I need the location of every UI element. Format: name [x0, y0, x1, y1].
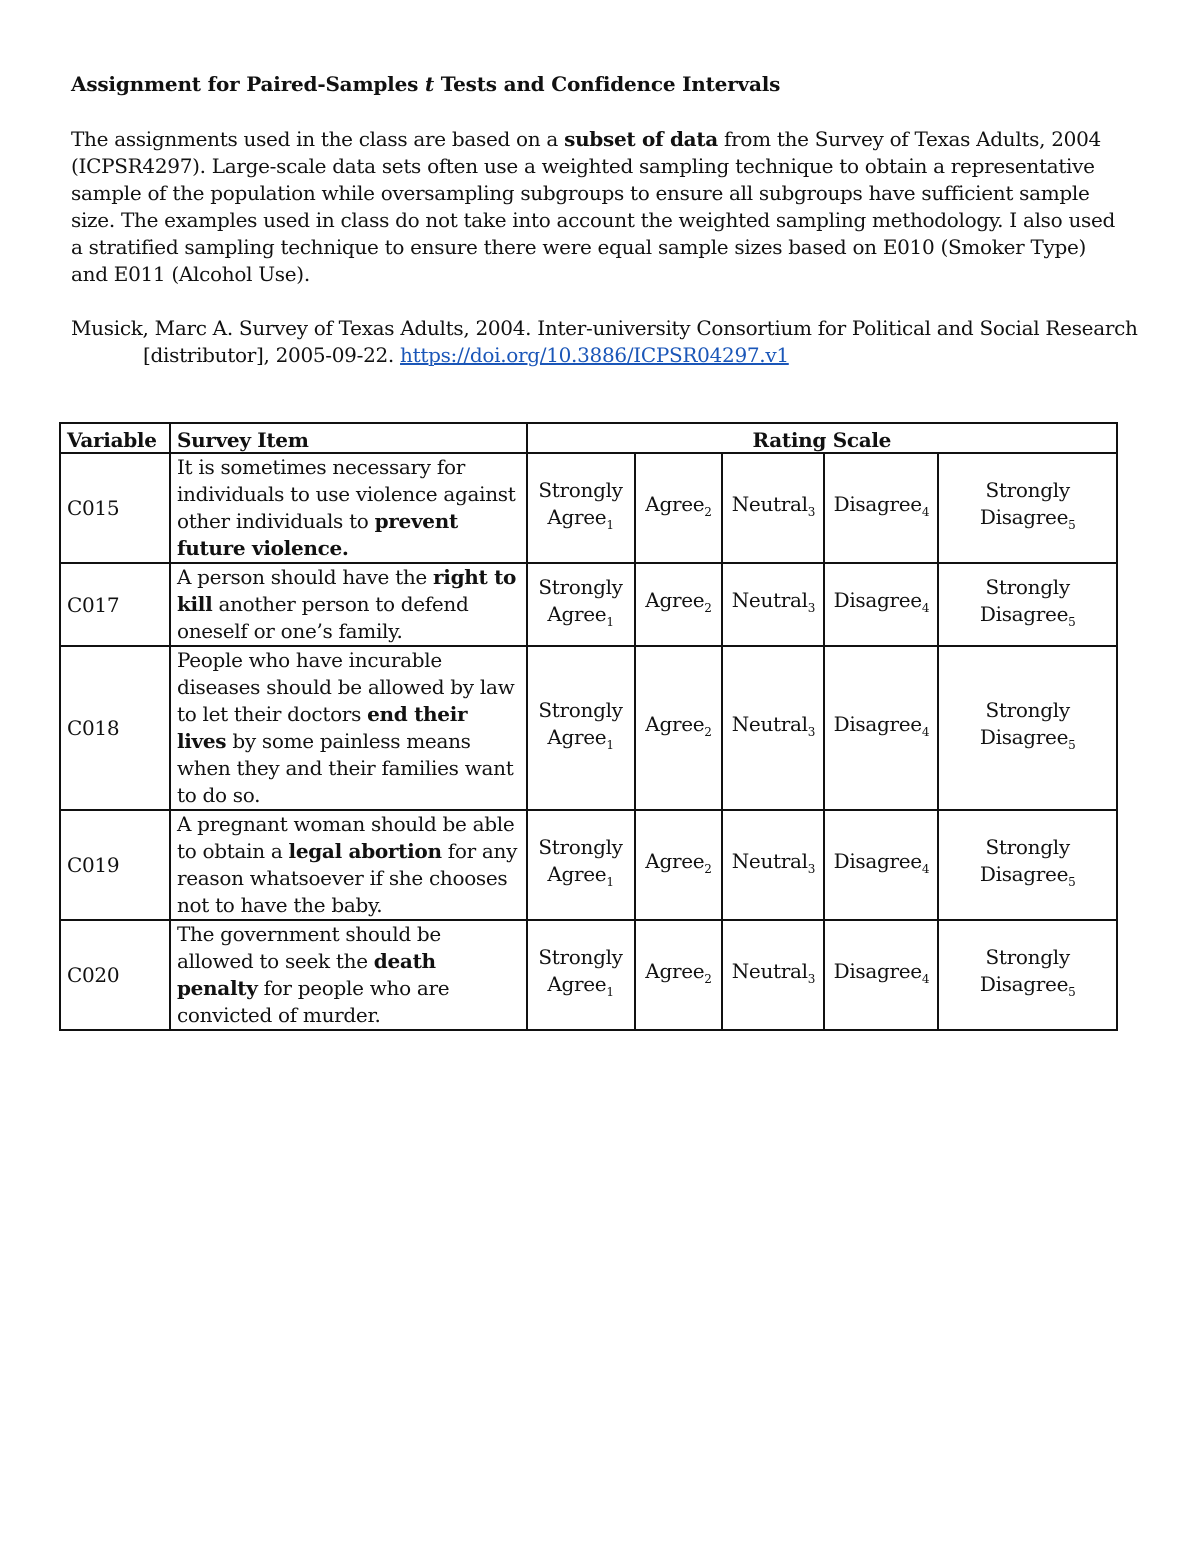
option-line1: Strongly: [538, 945, 623, 969]
option-line1: Strongly: [538, 574, 623, 599]
title-prefix: Assignment for Paired-Samples: [71, 72, 425, 96]
option-code: 1: [606, 985, 614, 999]
option-code: 5: [1068, 518, 1076, 532]
rating-option-cell: [635, 646, 723, 810]
table-row: [60, 646, 1117, 810]
survey-item-pre: The government should be allowed to seek the: [176, 922, 441, 973]
rating-option-cell: [722, 563, 824, 646]
option-code: 2: [704, 861, 712, 876]
option-code: 4: [921, 861, 930, 876]
option-label: [534, 601, 628, 636]
option-code: 3: [807, 601, 816, 615]
survey-item-bold: end their lives: [176, 702, 468, 753]
variable-cell: C015: [60, 453, 170, 563]
option-line2: Disagree: [979, 862, 1069, 886]
option-label: [729, 587, 817, 622]
variable-cell: C018: [60, 646, 170, 810]
survey-item-pre: A person should have the: [176, 565, 434, 589]
intro-paragraph: [71, 126, 1116, 288]
intro-bold: subset of data: [564, 127, 718, 151]
option-line2: Neutral: [731, 491, 808, 516]
option-label: [642, 958, 716, 993]
option-code: 5: [1068, 614, 1076, 629]
option-label: [831, 491, 931, 526]
option-label: [831, 848, 931, 883]
survey-item-pre: People who have incurable diseases should be allowed by law to let their doctors: [176, 648, 515, 726]
rating-option-cell: [824, 563, 938, 646]
option-line1: Strongly: [985, 698, 1070, 722]
survey-item-cell: [170, 920, 527, 1030]
variable-cell: C017: [60, 563, 170, 646]
rating-option-cell: [938, 453, 1117, 563]
option-line2: Disagree: [979, 505, 1069, 529]
rating-option-cell: [824, 646, 938, 810]
option-line2: Agree: [547, 725, 607, 749]
option-label: [642, 491, 716, 526]
rating-option-cell: [824, 920, 938, 1030]
table-row: [60, 453, 1117, 563]
table-row: [60, 920, 1117, 1030]
option-label: [945, 971, 1110, 1006]
title-suffix: Tests and Confidence Intervals: [433, 72, 781, 96]
rating-option-cell: [527, 920, 635, 1030]
option-line2: Neutral: [731, 958, 808, 983]
option-label: [945, 861, 1110, 896]
option-line2: Agree: [645, 491, 705, 516]
option-line2: Agree: [645, 588, 705, 612]
option-line2: Disagree: [979, 725, 1069, 749]
title-italic-t: t: [424, 72, 434, 96]
option-line2: Agree: [645, 711, 705, 736]
option-line2: Agree: [547, 601, 607, 626]
option-label: [945, 724, 1110, 759]
citation: [71, 315, 1188, 369]
table-row: [60, 563, 1117, 646]
doi-link[interactable]: https://doi.org/10.3886/ICPSR04297.v1: [400, 343, 789, 367]
header-survey-item: Survey Item: [170, 423, 527, 453]
option-code: 4: [921, 724, 930, 739]
option-code: 4: [921, 971, 930, 986]
rating-option-cell: [635, 920, 723, 1030]
option-code: 3: [807, 971, 816, 986]
rating-option-cell: [635, 810, 723, 920]
option-code: 2: [704, 971, 712, 986]
table-header-row: [60, 423, 1117, 453]
survey-item-bold: right to kill: [176, 565, 517, 616]
option-line2: Disagree: [979, 601, 1069, 626]
rating-option-cell: [938, 646, 1117, 810]
option-label: [945, 601, 1110, 636]
option-code: 3: [807, 861, 816, 876]
rating-option-cell: [824, 453, 938, 563]
rating-option-cell: [938, 810, 1117, 920]
citation-text: Musick, Marc A. Survey of Texas Adults, 2004. Inter-university Consortium for Political and Social Research [distributor], 2005-09-22.: [71, 316, 1138, 367]
survey-item-cell: [170, 563, 527, 646]
option-line2: Agree: [547, 505, 607, 529]
option-line2: Disagree: [833, 491, 922, 516]
option-line2: Disagree: [833, 848, 922, 873]
option-code: 5: [1068, 738, 1076, 752]
survey-item-cell: [170, 810, 527, 920]
variable-cell: C020: [60, 920, 170, 1030]
rating-option-cell: [722, 453, 824, 563]
rating-option-cell: [527, 646, 635, 810]
option-code: 2: [704, 601, 712, 615]
survey-item-post: by some painless means when they and their families want to do so.: [176, 729, 514, 807]
rating-option-cell: [635, 563, 723, 646]
option-line1: Strongly: [985, 478, 1070, 502]
option-line1: Strongly: [985, 945, 1070, 969]
option-line2: Neutral: [731, 848, 808, 873]
header-rating-scale: Rating Scale: [527, 423, 1117, 453]
option-line2: Agree: [547, 862, 607, 886]
table-body: [60, 453, 1117, 1030]
rating-option-cell: [938, 563, 1117, 646]
rating-option-cell: [527, 563, 635, 646]
option-label: [642, 711, 716, 746]
option-line2: Agree: [547, 972, 607, 996]
rating-option-cell: [824, 810, 938, 920]
option-line1: Strongly: [538, 698, 623, 722]
option-code: 5: [1068, 875, 1076, 889]
option-code: 3: [807, 724, 816, 739]
rating-option-cell: [722, 810, 824, 920]
option-label: [534, 861, 628, 896]
survey-item-cell: [170, 646, 527, 810]
option-code: 1: [606, 518, 614, 532]
intro-after: from the Survey of Texas Adults, 2004 (ICPSR4297). Large-scale data sets often use a weighted sampling technique to obtain a representative sample of the population while oversampling subgroups to ensure all subgroups have sufficient sample size. The examples used in class do not take into account the weighted sampling methodology. I also used a stratified sampling technique to ensure there were equal sample sizes based on E010 (Smoker Type) and E011 (Alcohol Use).: [71, 127, 1116, 286]
option-label: [534, 971, 628, 1006]
option-code: 4: [921, 504, 930, 519]
option-code: 4: [921, 601, 930, 615]
option-line1: Strongly: [538, 835, 623, 859]
survey-item-cell: [170, 453, 527, 563]
survey-item-post: another person to defend oneself or one’s family.: [176, 592, 469, 643]
option-line1: Strongly: [985, 574, 1070, 599]
option-line1: Strongly: [538, 478, 623, 502]
option-label: [831, 587, 931, 622]
option-line2: Agree: [645, 958, 705, 983]
survey-item-post: for people who are convicted of murder.: [176, 976, 450, 1027]
option-label: [729, 848, 817, 883]
option-line1: Strongly: [985, 835, 1070, 859]
option-code: 5: [1068, 985, 1076, 999]
option-line2: Disagree: [833, 588, 922, 612]
rating-option-cell: [527, 453, 635, 563]
option-code: 1: [606, 614, 614, 629]
intro-before: The assignments used in the class are based on a: [71, 127, 565, 151]
option-label: [945, 504, 1110, 539]
option-line2: Disagree: [979, 972, 1069, 996]
rating-option-cell: [635, 453, 723, 563]
survey-item-pre: It is sometimes necessary for individuals to use violence against other individuals to: [176, 455, 516, 533]
option-label: [831, 711, 931, 746]
option-code: 2: [704, 504, 712, 519]
option-label: [831, 958, 931, 993]
option-line2: Neutral: [731, 711, 808, 736]
option-line2: Disagree: [833, 958, 922, 983]
survey-item-post: for any reason whatsoever if she chooses not to have the baby.: [176, 839, 518, 917]
rating-option-cell: [722, 920, 824, 1030]
survey-items-table: [59, 422, 1118, 1031]
page-title: [71, 72, 780, 96]
option-label: [729, 491, 817, 526]
header-variable: Variable: [60, 423, 170, 453]
rating-option-cell: [722, 646, 824, 810]
survey-item-bold: death penalty: [176, 949, 436, 1000]
rating-option-cell: [938, 920, 1117, 1030]
option-label: [729, 958, 817, 993]
survey-item-bold: legal abortion: [288, 839, 442, 863]
survey-item-bold: prevent future violence.: [176, 509, 458, 560]
option-line2: Disagree: [833, 711, 922, 736]
option-code: 1: [606, 738, 614, 752]
table-row: [60, 810, 1117, 920]
option-label: [729, 711, 817, 746]
rating-option-cell: [527, 810, 635, 920]
option-code: 3: [807, 504, 816, 519]
variable-cell: C019: [60, 810, 170, 920]
option-line2: Neutral: [731, 588, 808, 612]
option-label: [534, 504, 628, 539]
option-label: [642, 848, 716, 883]
option-code: 1: [606, 875, 614, 889]
option-label: [642, 587, 716, 622]
option-label: [534, 724, 628, 759]
option-code: 2: [704, 724, 712, 739]
option-line2: Agree: [645, 848, 705, 873]
survey-item-pre: A pregnant woman should be able to obtain a: [176, 812, 515, 863]
